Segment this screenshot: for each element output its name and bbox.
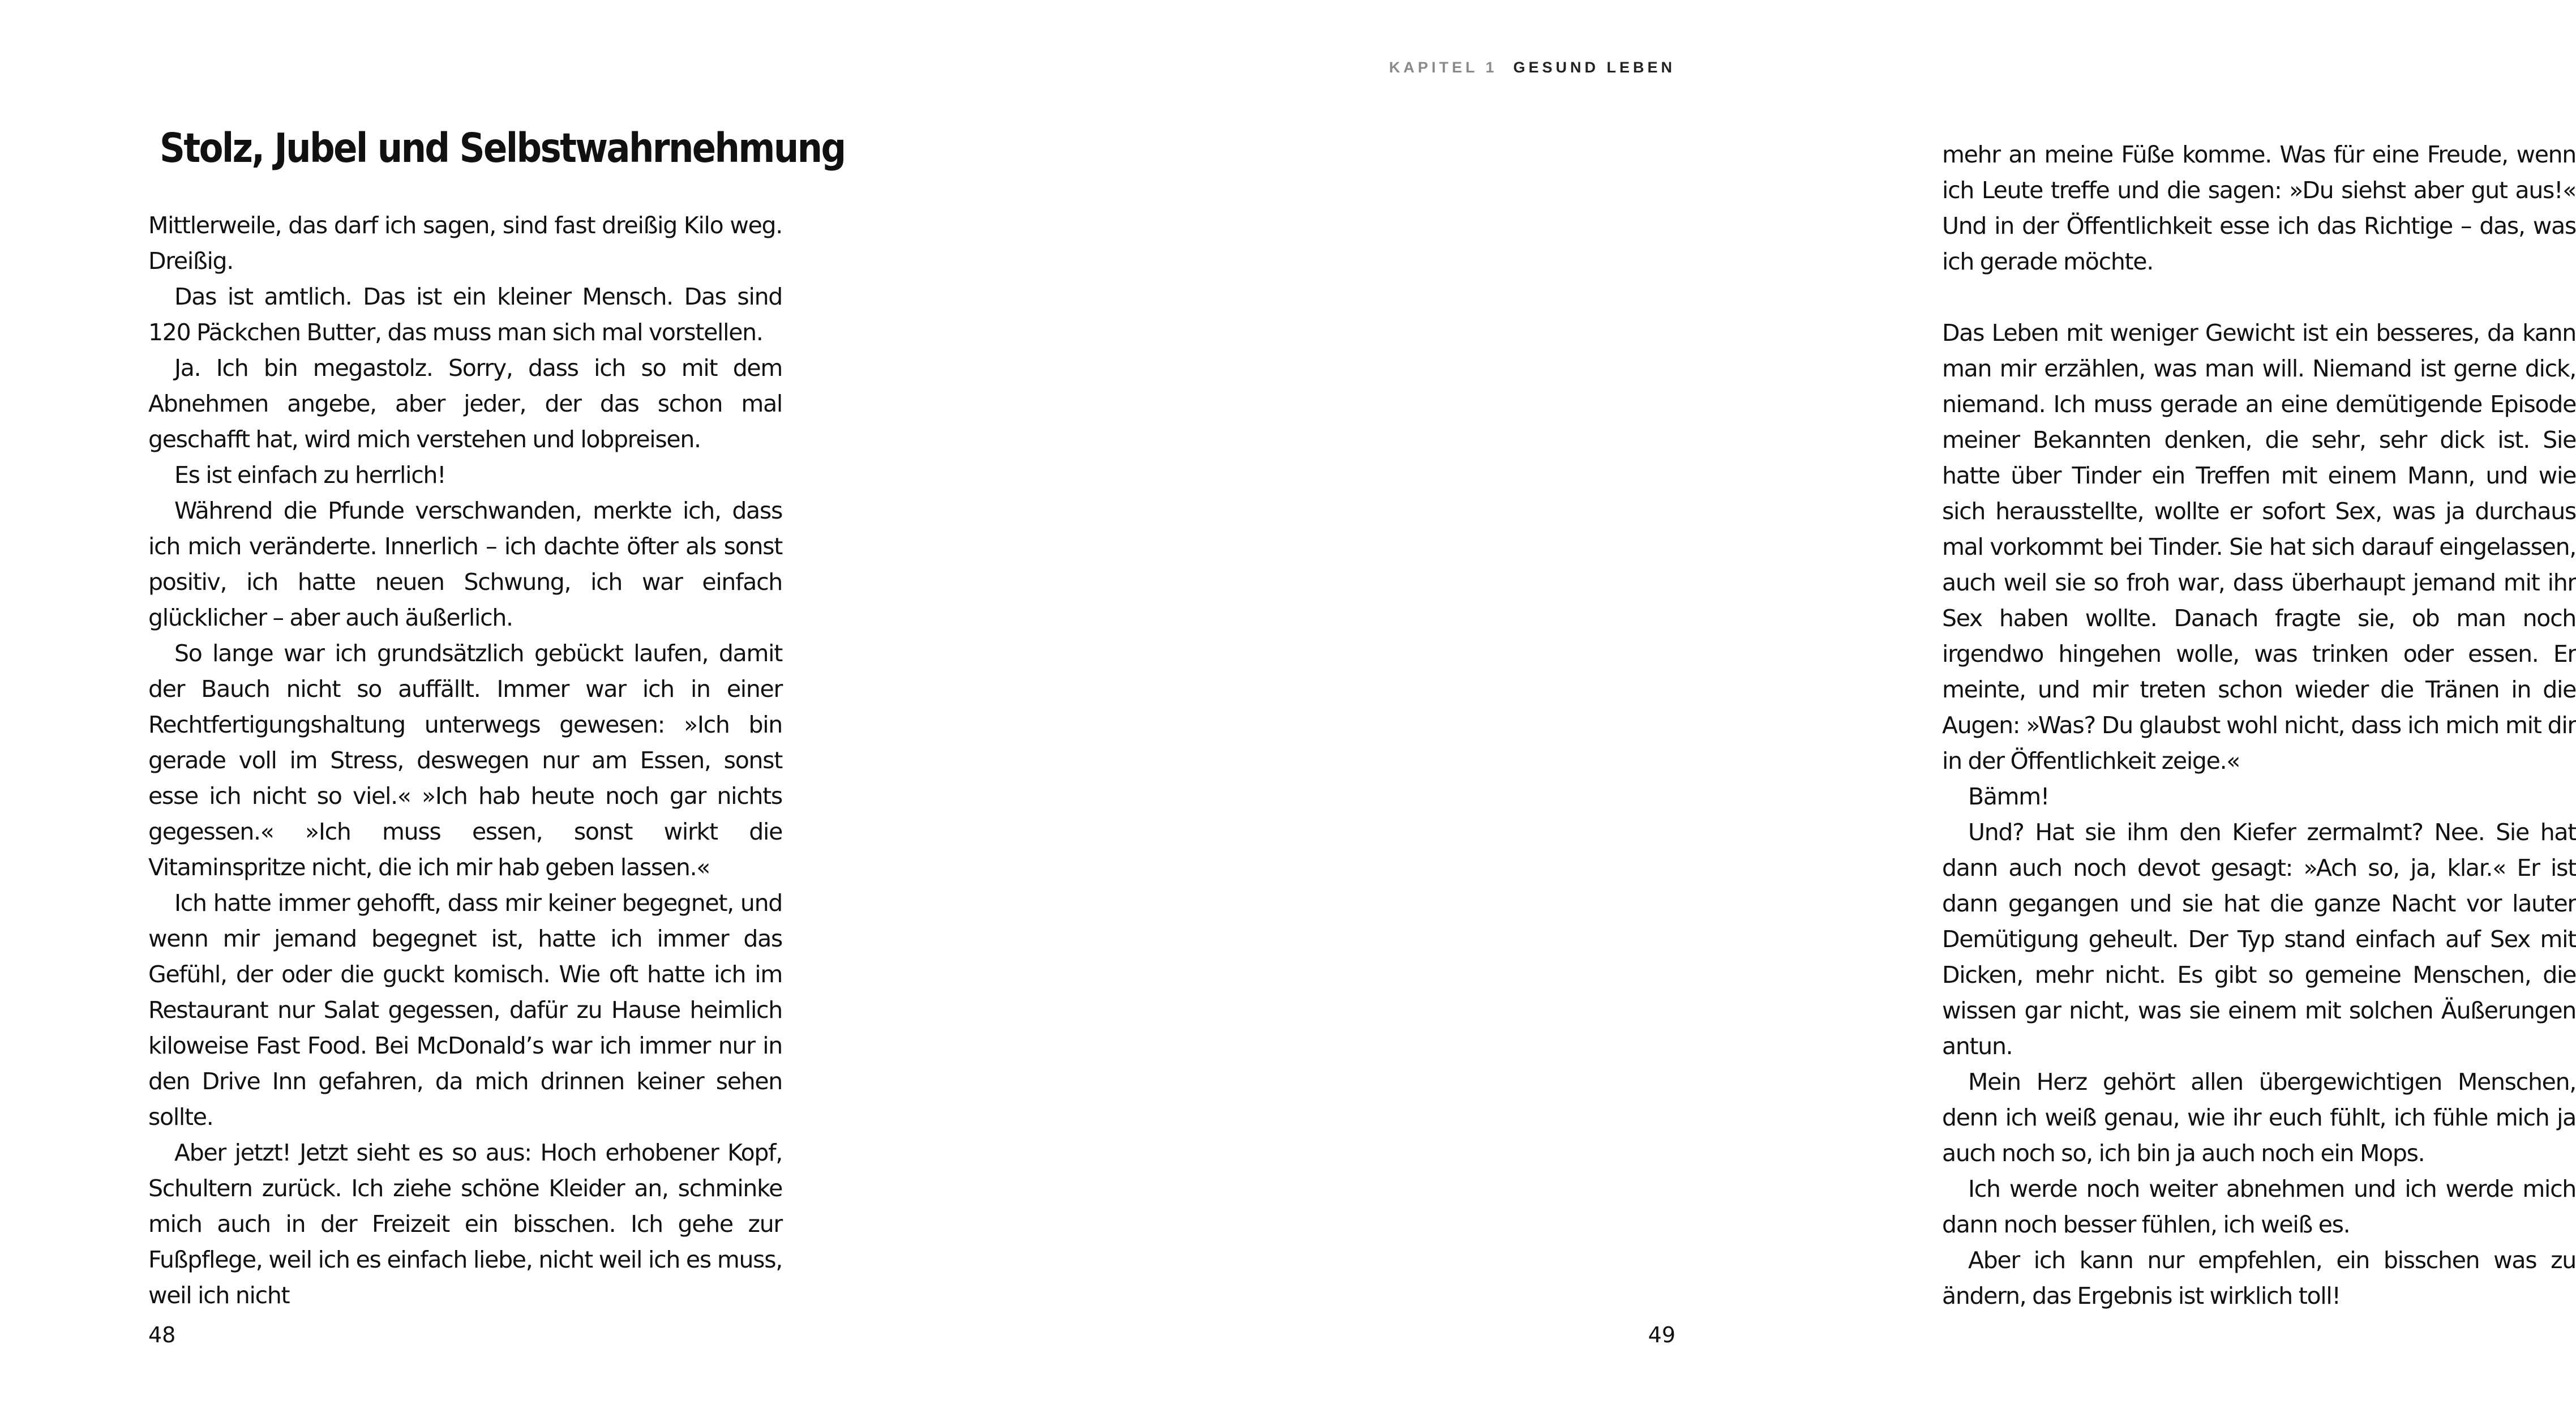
paragraph: Mein Herz gehört allen übergewichtigen Menschen, denn ich weiß genau, wie ihr euch fühlt, ich fühle mich ja auch noch so, ich bin ja auch noch ein Mops. <box>1942 1068 2576 1167</box>
paragraph: Das Leben mit weniger Gewicht ist ein besseres, da kann man mir erzählen, was man will. Niemand ist gerne dick, niemand. Ich muss gerade an eine demütigende Episode meiner Bekannten denken, die sehr, sehr dick ist. Sie hatte über Tinder ein Treffen mit einem Mann, und wie sich herausstellte, wollte er sofort Sex, was ja durchaus mal vorkommt bei Tinder. Sie hat sich darauf eingelassen, auch weil sie so froh war, dass überhaupt jemand mit ihr Sex haben wollte. Danach fragte sie, ob man noch irgendwo hingehen wolle, was trinken oder essen. Er meinte, und mir treten schon wieder die Tränen in die Augen: »Was? Du glaubst wohl nicht, dass ich mich mit dir in der Öffentlichkeit zeige.« <box>1942 319 2576 774</box>
paragraph: Aber ich kann nur empfehlen, ein bisschen was zu ändern, das Ergebnis ist wirklich toll! <box>1942 1247 2576 1309</box>
paragraph: mehr an meine Füße komme. Was für eine Freude, wenn ich Leute treffe und die sagen: »Du siehst aber gut aus!« Und in der Öffentlichkeit esse ich das Richtige – das, was ich gerade möchte. <box>1942 141 2576 275</box>
running-head-title: GESUND LEBEN <box>1513 59 1675 76</box>
right-page <box>902 0 2576 1404</box>
paragraph: Bämm! <box>1968 783 2050 810</box>
paragraph: Das ist amtlich. Das ist ein kleiner Mensch. Das sind 120 Päckchen Butter, das muss man sich mal vorstellen. <box>148 283 782 346</box>
paragraph: Während die Pfunde verschwanden, merkte ich, dass ich mich veränderte. Innerlich – ich dachte öfter als sonst positiv, ich hatte neuen Schwung, ich war einfach glücklicher – aber auch äußerlich. <box>148 497 782 631</box>
right-body-text <box>1942 137 2576 1314</box>
left-page <box>0 0 902 1404</box>
paragraph: Es ist einfach zu herrlich! <box>174 461 446 489</box>
paragraph: So lange war ich grundsätzlich gebückt laufen, damit der Bauch nicht so auffällt. Immer war ich in einer Rechtfertigungshaltung unterwegs gewesen: »Ich bin gerade voll im Stress, deswegen nur am Essen, sonst esse ich nicht so viel.« »Ich hab heute noch gar nichts gegessen.« »Ich muss essen, sonst wirkt die Vitaminspritze nicht, die ich mir hab geben lassen.« <box>148 640 782 881</box>
section-heading: Stolz, Jubel und Selbstwahrnehmung <box>160 125 845 172</box>
paragraph: Und? Hat sie ihm den Kiefer zermalmt? Nee. Sie hat dann auch noch devot gesagt: »Ach so, ja, klar.« Er ist dann gegangen und sie hat die ganze Nacht vor lauter Demütigung geheult. Der Typ stand einfach auf Sex mit Dicken, mehr nicht. Es gibt so gemeine Menschen, die wissen gar nicht, was sie einem mit solchen Äußerungen antun. <box>1942 819 2576 1060</box>
page-number-right: 49 <box>1648 1322 1675 1347</box>
running-head <box>1389 59 1675 76</box>
paragraph: Ich werde noch weiter abnehmen und ich werde mich dann noch besser fühlen, ich weiß es. <box>1942 1175 2576 1238</box>
running-head-chapter: KAPITEL 1 <box>1388 59 1498 76</box>
paragraph: Ja. Ich bin megastolz. Sorry, dass ich so mit dem Abnehmen angebe, aber jeder, der das schon mal geschafft hat, wird mich verstehen und lobpreisen. <box>148 354 782 453</box>
page-number-left: 48 <box>148 1322 176 1347</box>
paragraph: Ich hatte immer gehofft, dass mir keiner begegnet, und wenn mir jemand begegnet ist, hatte ich immer das Gefühl, der oder die guckt komisch. Wie oft hatte ich im Restaurant nur Salat gegessen, dafür zu Hause heimlich kiloweise Fast Food. Bei McDonald’s war ich immer nur in den Drive Inn gefahren, da mich drinnen keiner sehen sollte. <box>148 889 782 1131</box>
paragraph: Aber jetzt! Jetzt sieht es so aus: Hoch erhobener Kopf, Schultern zurück. Ich ziehe schöne Kleider an, schminke mich auch in der Freizeit ein bisschen. Ich gehe zur Fußpflege, weil ich es einfach liebe, nicht weil ich es muss, weil ich nicht <box>148 1139 782 1309</box>
paragraph: Mittlerweile, das darf ich sagen, sind fast dreißig Kilo weg. Dreißig. <box>148 212 782 275</box>
left-body-text <box>148 208 782 1313</box>
